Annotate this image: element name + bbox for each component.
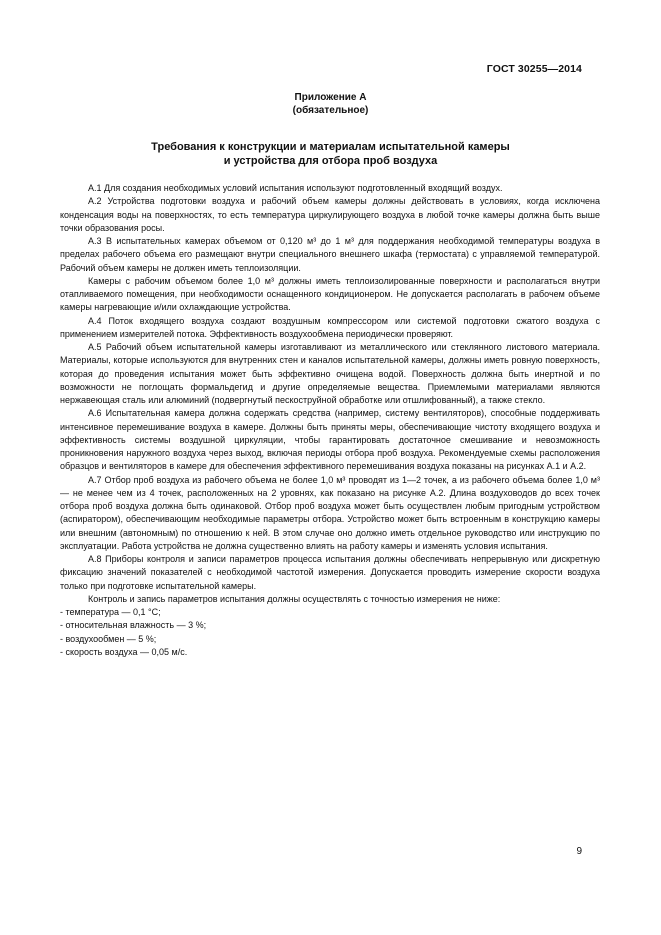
paragraph-a7: А.7 Отбор проб воздуха из рабочего объема не более 1,0 м³ проводят из 1—2 точек, а из рабочего объема более 1,0 м³ — не менее чем из 4 точек, расположенных на 2 уровнях, как показано на рисунке А.2. Длина воздуховодов до всех точек отбора проб воздуха должна быть одинаковой. Отбор проб воздуха может быть осуществлен любым пригодным устройством (аспиратором), обеспечивающим необходимые параметры отбора. Устройство может быть встроенным в конструкцию камеры или внешним (автономным) по отношению к ней. В этом случае оно должно иметь отдельное руководство или инструкцию по эксплуатации. Работа устройства не должна существенно влиять на работу камеры и изменять условия испытания. — [60, 474, 600, 551]
paragraph-a6: А.6 Испытательная камера должна содержать средства (например, систему вентиляторов), способные поддерживать интенсивное перемешивание воздуха в камере. Должны быть приняты меры, обеспечивающие чистоту входящего воздуха и эффективность системы воздушной циркуляции, чтобы гарантировать достаточное смешивание и невозможность проникновения наружного воздуха через выход, включая периоды отбора проб воздуха. Рекомендуемые схемы расположения образцов и вентиляторов в камере для обеспечения эффективного перемешивания воздуха показаны на рисунках А.1 и А.2. — [60, 408, 600, 472]
annex-label: Приложение А — [294, 92, 367, 103]
tolerance-temperature: - температура — 0,1 °C; — [60, 607, 161, 617]
tolerance-air-exchange: - воздухообмен — 5 %; — [60, 633, 157, 644]
paragraph-a8: А.8 Приборы контроля и записи параметров процесса испытания должны обеспечивать непрерывную или дискретную фиксацию значений показателей с необходимой частотой измерения. Допускается проводить измерение скорости воздуха только при подготовке испытательной камеры. — [60, 554, 600, 591]
paragraph-accuracy-intro: Контроль и запись параметров испытания должны осуществлять с точностью измерения не ниже: — [88, 593, 501, 604]
annex-title — [0, 140, 661, 168]
paragraph-a3-cont: Камеры с рабочим объемом более 1,0 м³ должны иметь теплоизолированные поверхности и располагаться внутри отапливаемого помещения, при необходимости оснащенного кондиционером. Не допускается располагать в рабочем объеме камеры нагревающие и/или охлаждающие устройства. — [60, 275, 600, 313]
paragraph-a2: А.2 Устройства подготовки воздуха и рабочий объем камеры должны действовать в условиях, когда исключена конденсация воды на поверхностях, то есть температура циркулирующего воздуха в любой точке камеры должна быть выше точки образования росы. — [60, 196, 600, 233]
paragraph-a3: А.3 В испытательных камерах объемом от 0,120 м³ до 1 м³ для поддержания необходимой температуры воздуха в пределах рабочего объема его размещают внутри специального внешнего шкафа (термостата) с управляемой температурой. Рабочий объем камеры не должен иметь теплоизоляции. — [60, 236, 600, 273]
standard-code: ГОСТ 30255—2014 — [486, 63, 582, 75]
annex-title-line-1: Требования к конструкции и материалам испытательной камеры — [151, 141, 510, 153]
tolerance-humidity: - относительная влажность — 3 %; — [60, 620, 207, 631]
annex-status: (обязательное) — [292, 105, 369, 116]
annex-title-line-2: и устройства для отбора проб воздуха — [223, 155, 438, 167]
paragraph-a5: А.5 Рабочий объем испытательной камеры изготавливают из металлического или стеклянного листового материала. Материалы, которые используются для внутренних стен и каналов испытательной камеры, должны иметь ровную поверхность, которая до проведения испытания может быть эффективно очищена водой. Поверхность должна быть инертной и по возможности не поглощать формальдегид и другие определяемые вещества. Приемлемыми материалами являются нержавеющая сталь или алюминий (подвергнутый пескоструйной обработке или отшлифованный), а также стекло. — [60, 342, 600, 405]
page-number: 9 — [576, 846, 582, 857]
annex-heading — [0, 91, 661, 117]
tolerance-air-velocity: - скорость воздуха — 0,05 м/с. — [60, 646, 188, 657]
paragraph-a1: А.1 Для создания необходимых условий испытания используют подготовленный входящий воздух. — [88, 183, 503, 193]
annex-body — [60, 182, 600, 659]
paragraph-a4: А.4 Поток входящего воздуха создают воздушным компрессором или системой подготовки сжатого воздуха с применением измерителей потока. Эффективность воздухообмена периодически проверяют. — [60, 315, 600, 339]
